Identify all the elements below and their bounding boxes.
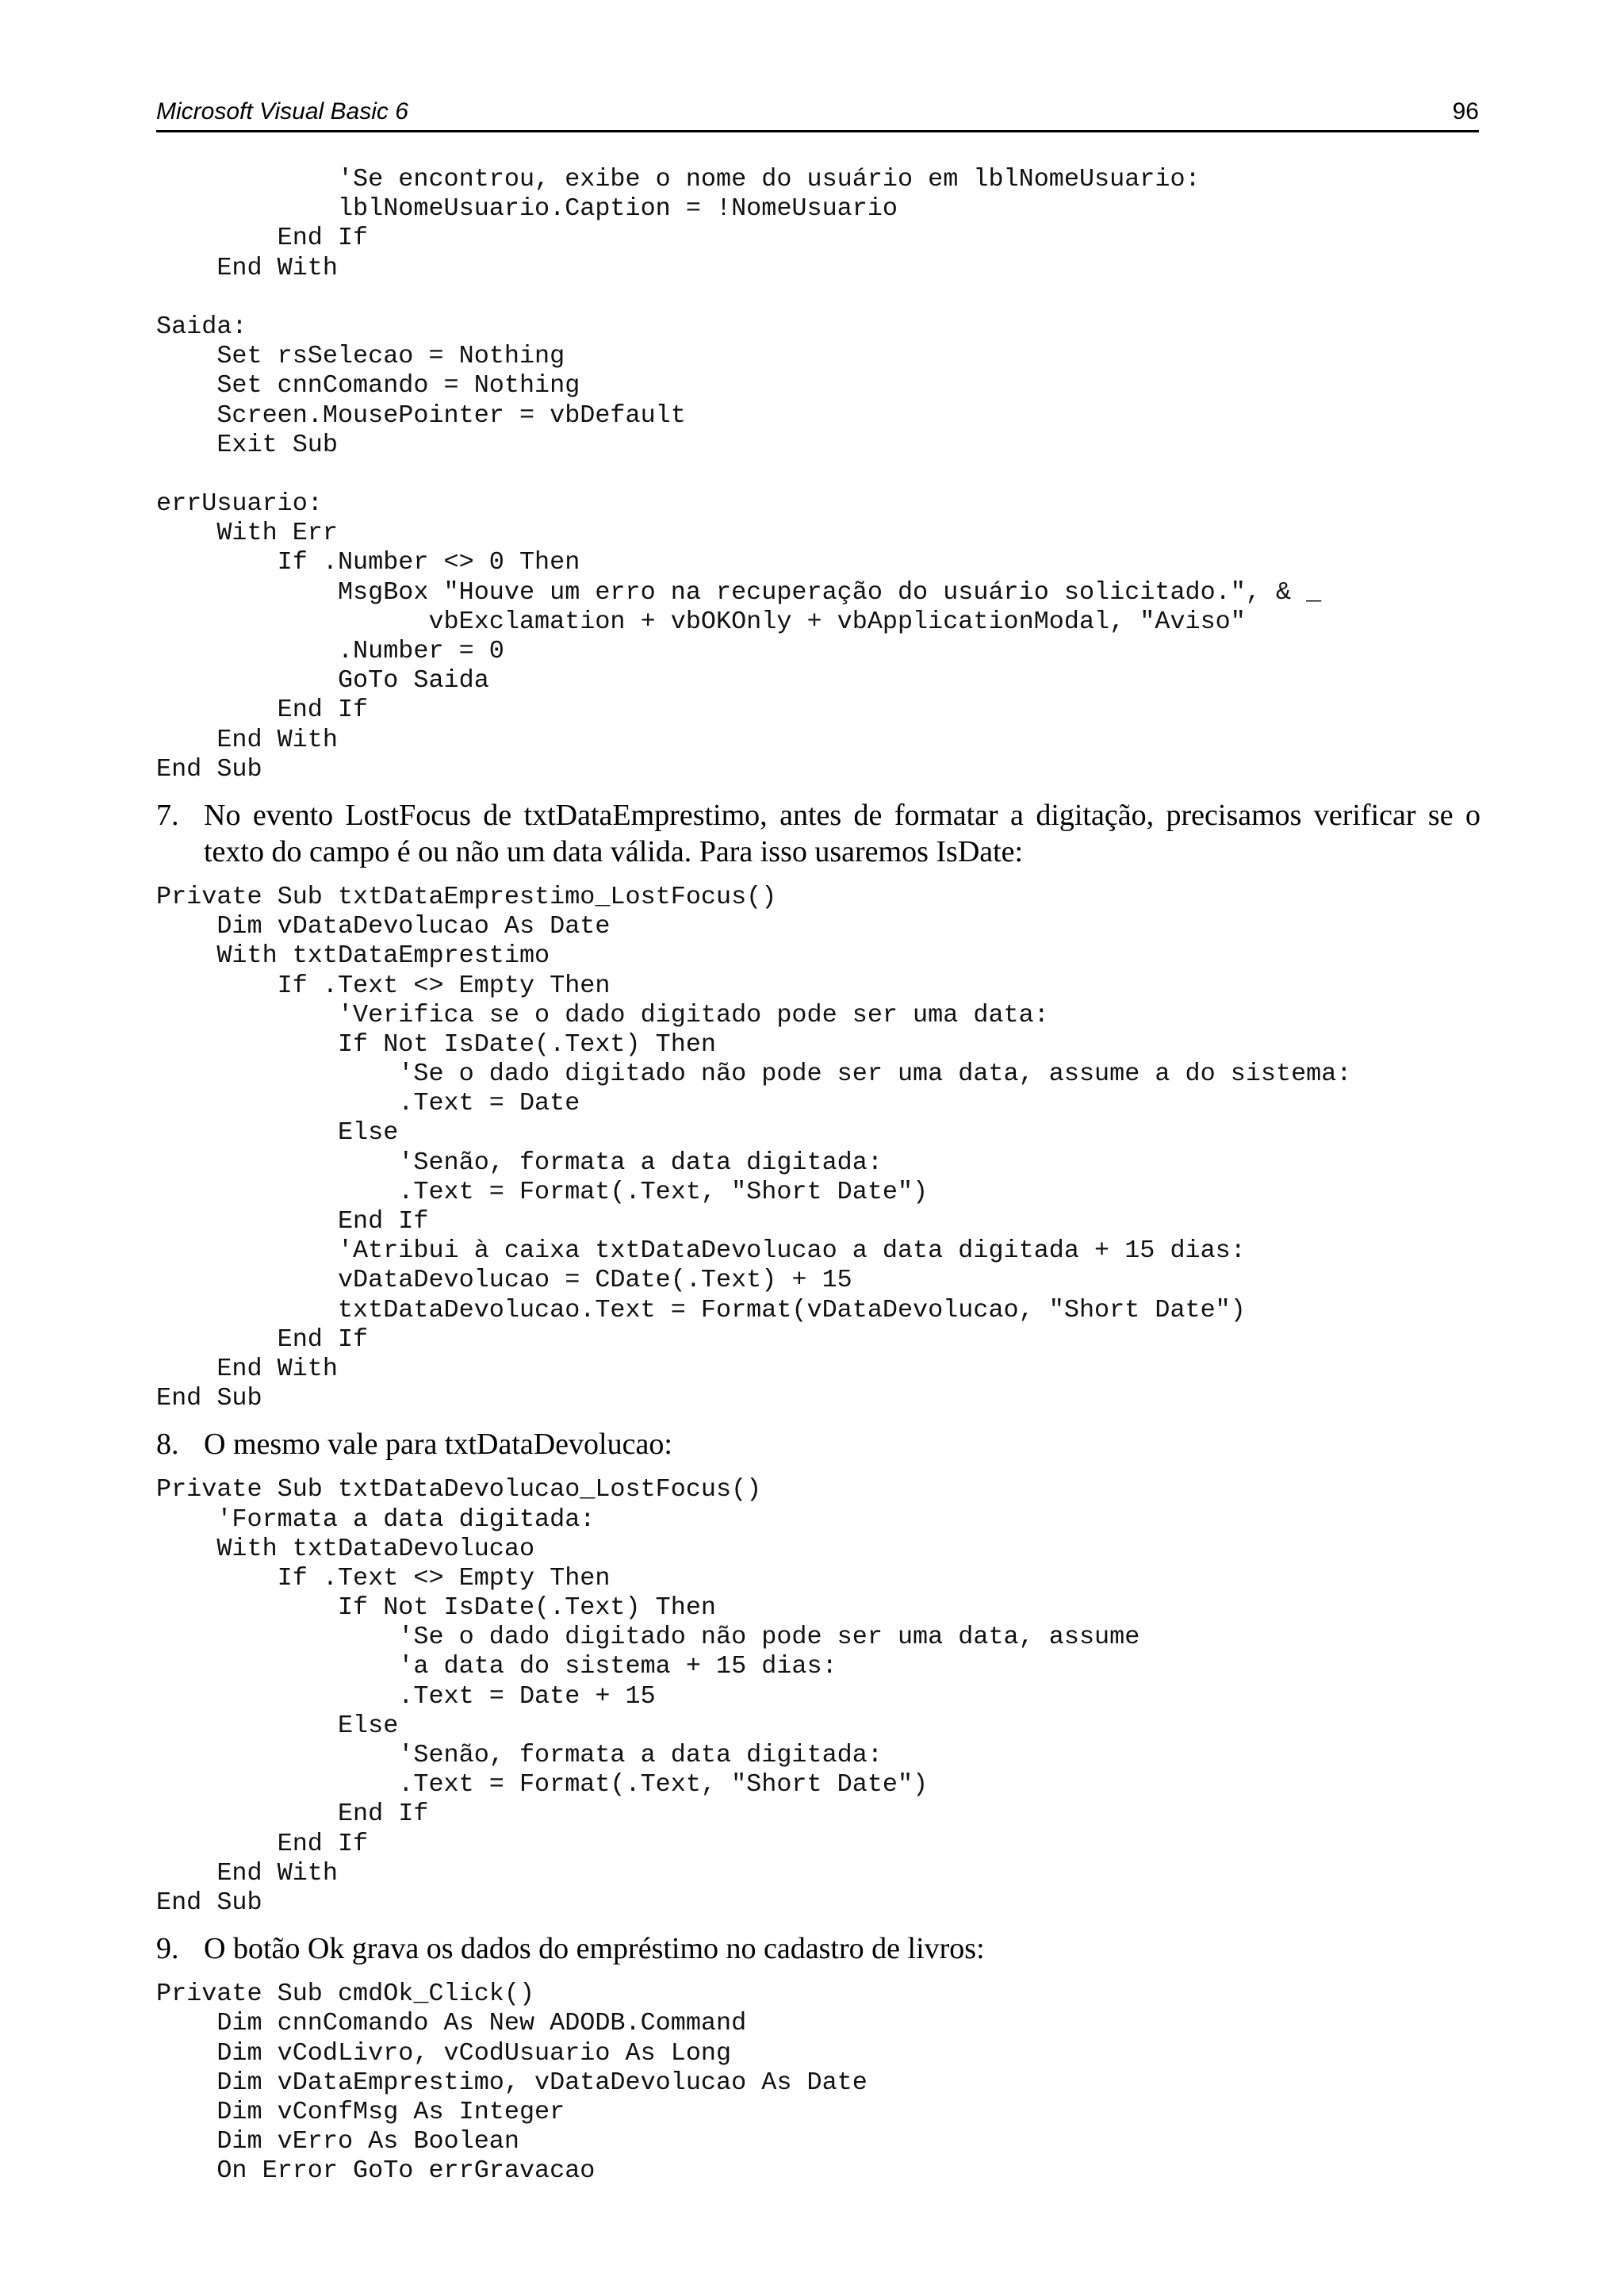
code-block-4 (156, 1980, 1480, 2186)
code-line: End With (156, 253, 338, 282)
code-line: Dim vErro As Boolean (156, 2127, 519, 2156)
page-number: 96 (1452, 98, 1479, 125)
code-line: Else (156, 1711, 399, 1740)
code-line: txtDataDevolucao.Text = Format(vDataDevolucao, "Short Date") (156, 1295, 1246, 1324)
code-line: End If (156, 696, 369, 725)
step-9-paragraph (156, 1930, 1480, 1967)
code-line: If .Text <> Empty Then (156, 971, 611, 1000)
code-line: Dim cnnComando As New ADODB.Command (156, 2009, 747, 2038)
code-line: GoTo Saida (156, 666, 489, 696)
step-text: O mesmo vale para txtDataDevolucao: (204, 1428, 672, 1462)
code-line: Private Sub cmdOk_Click() (156, 1980, 535, 2009)
code-line (156, 460, 1480, 489)
code-listing (156, 1475, 1480, 1918)
code-line: Exit Sub (156, 430, 338, 459)
code-listing (156, 165, 1480, 784)
code-line: 'Senão, formata a data digitada: (156, 1148, 883, 1177)
code-line: With txtDataEmprestimo (156, 941, 550, 971)
step-number: 8. (156, 1428, 179, 1462)
code-line: 'Senão, formata a data digitada: (156, 1741, 883, 1769)
step-text: No evento LostFocus de txtDataEmprestimo, antes de formatar a digitação, precisamos verificar se o texto do campo é ou não um data válida. Para isso usaremos IsDate: (204, 798, 1480, 868)
step-text: O botão Ok grava os dados do empréstimo no cadastro de livros: (204, 1932, 985, 1966)
code-line: .Text = Format(.Text, "Short Date") (156, 1770, 929, 1800)
code-line: End If (156, 1800, 429, 1829)
code-line: Dim vDataEmprestimo, vDataDevolucao As Date (156, 2068, 868, 2097)
code-line: MsgBox "Houve um erro na recuperação do usuário solicitado.", & _ (156, 577, 1322, 607)
code-line: If .Number <> 0 Then (156, 548, 580, 577)
code-listing (156, 1980, 1480, 2186)
code-line: On Error GoTo errGravacao (156, 2156, 596, 2186)
code-line: 'a data do sistema + 15 dias: (156, 1652, 837, 1681)
code-line: Saida: (156, 312, 247, 341)
code-line: .Text = Date (156, 1089, 580, 1118)
code-line: End With (156, 725, 338, 754)
step-7-paragraph (156, 797, 1480, 870)
code-line: End With (156, 1858, 338, 1888)
code-line: Dim vCodLivro, vCodUsuario As Long (156, 2038, 732, 2068)
code-line: .Text = Date + 15 (156, 1681, 656, 1711)
code-line: 'Se o dado digitado não pode ser uma data, assume a do sistema: (156, 1060, 1352, 1089)
step-number: 7. (156, 798, 179, 832)
code-line: Dim vConfMsg As Integer (156, 2097, 565, 2126)
code-block-2 (156, 883, 1480, 1413)
code-line: Set cnnComando = Nothing (156, 371, 580, 401)
code-line: Screen.MousePointer = vbDefault (156, 401, 686, 430)
code-line: End If (156, 1829, 369, 1858)
code-line: 'Verifica se o dado digitado pode ser uma data: (156, 1000, 1049, 1029)
code-line: End If (156, 224, 369, 253)
code-line: Private Sub txtDataEmprestimo_LostFocus() (156, 882, 777, 911)
code-line: End With (156, 1354, 338, 1383)
code-line: .Text = Format(.Text, "Short Date") (156, 1177, 929, 1206)
code-line: .Number = 0 (156, 637, 504, 665)
code-line: End Sub (156, 754, 262, 784)
code-line: errUsuario: (156, 489, 323, 519)
code-line: 'Se encontrou, exibe o nome do usuário em lblNomeUsuario: (156, 165, 1201, 194)
step-number: 9. (156, 1932, 179, 1966)
code-line: Else (156, 1118, 399, 1148)
code-block-3 (156, 1475, 1480, 1918)
code-block-1 (156, 165, 1480, 784)
page-content (156, 165, 1480, 2186)
code-line: End Sub (156, 1384, 262, 1413)
code-line: vDataDevolucao = CDate(.Text) + 15 (156, 1266, 852, 1295)
header-title: Microsoft Visual Basic 6 (156, 98, 408, 125)
code-line: 'Se o dado digitado não pode ser uma data, assume (156, 1623, 1140, 1652)
page-header (156, 94, 1479, 132)
code-line: lblNomeUsuario.Caption = !NomeUsuario (156, 194, 898, 224)
code-line: If Not IsDate(.Text) Then (156, 1029, 717, 1059)
code-line: Dim vDataDevolucao As Date (156, 912, 611, 941)
code-line: If Not IsDate(.Text) Then (156, 1593, 717, 1623)
code-line: If .Text <> Empty Then (156, 1563, 611, 1593)
code-line: Set rsSelecao = Nothing (156, 342, 565, 371)
code-line: Private Sub txtDataDevolucao_LostFocus() (156, 1475, 762, 1504)
code-line (156, 283, 1480, 312)
code-line: With Err (156, 519, 338, 548)
code-line: 'Formata a data digitada: (156, 1504, 596, 1534)
code-line: With txtDataDevolucao (156, 1534, 535, 1563)
code-line: End If (156, 1324, 369, 1354)
code-line: 'Atribui à caixa txtDataDevolucao a data digitada + 15 dias: (156, 1236, 1246, 1266)
code-listing (156, 883, 1480, 1413)
code-line: End If (156, 1207, 429, 1236)
code-line: End Sub (156, 1888, 262, 1917)
step-8-paragraph (156, 1426, 1480, 1462)
code-line: vbExclamation + vbOKOnly + vbApplicationModal, "Aviso" (156, 607, 1246, 636)
